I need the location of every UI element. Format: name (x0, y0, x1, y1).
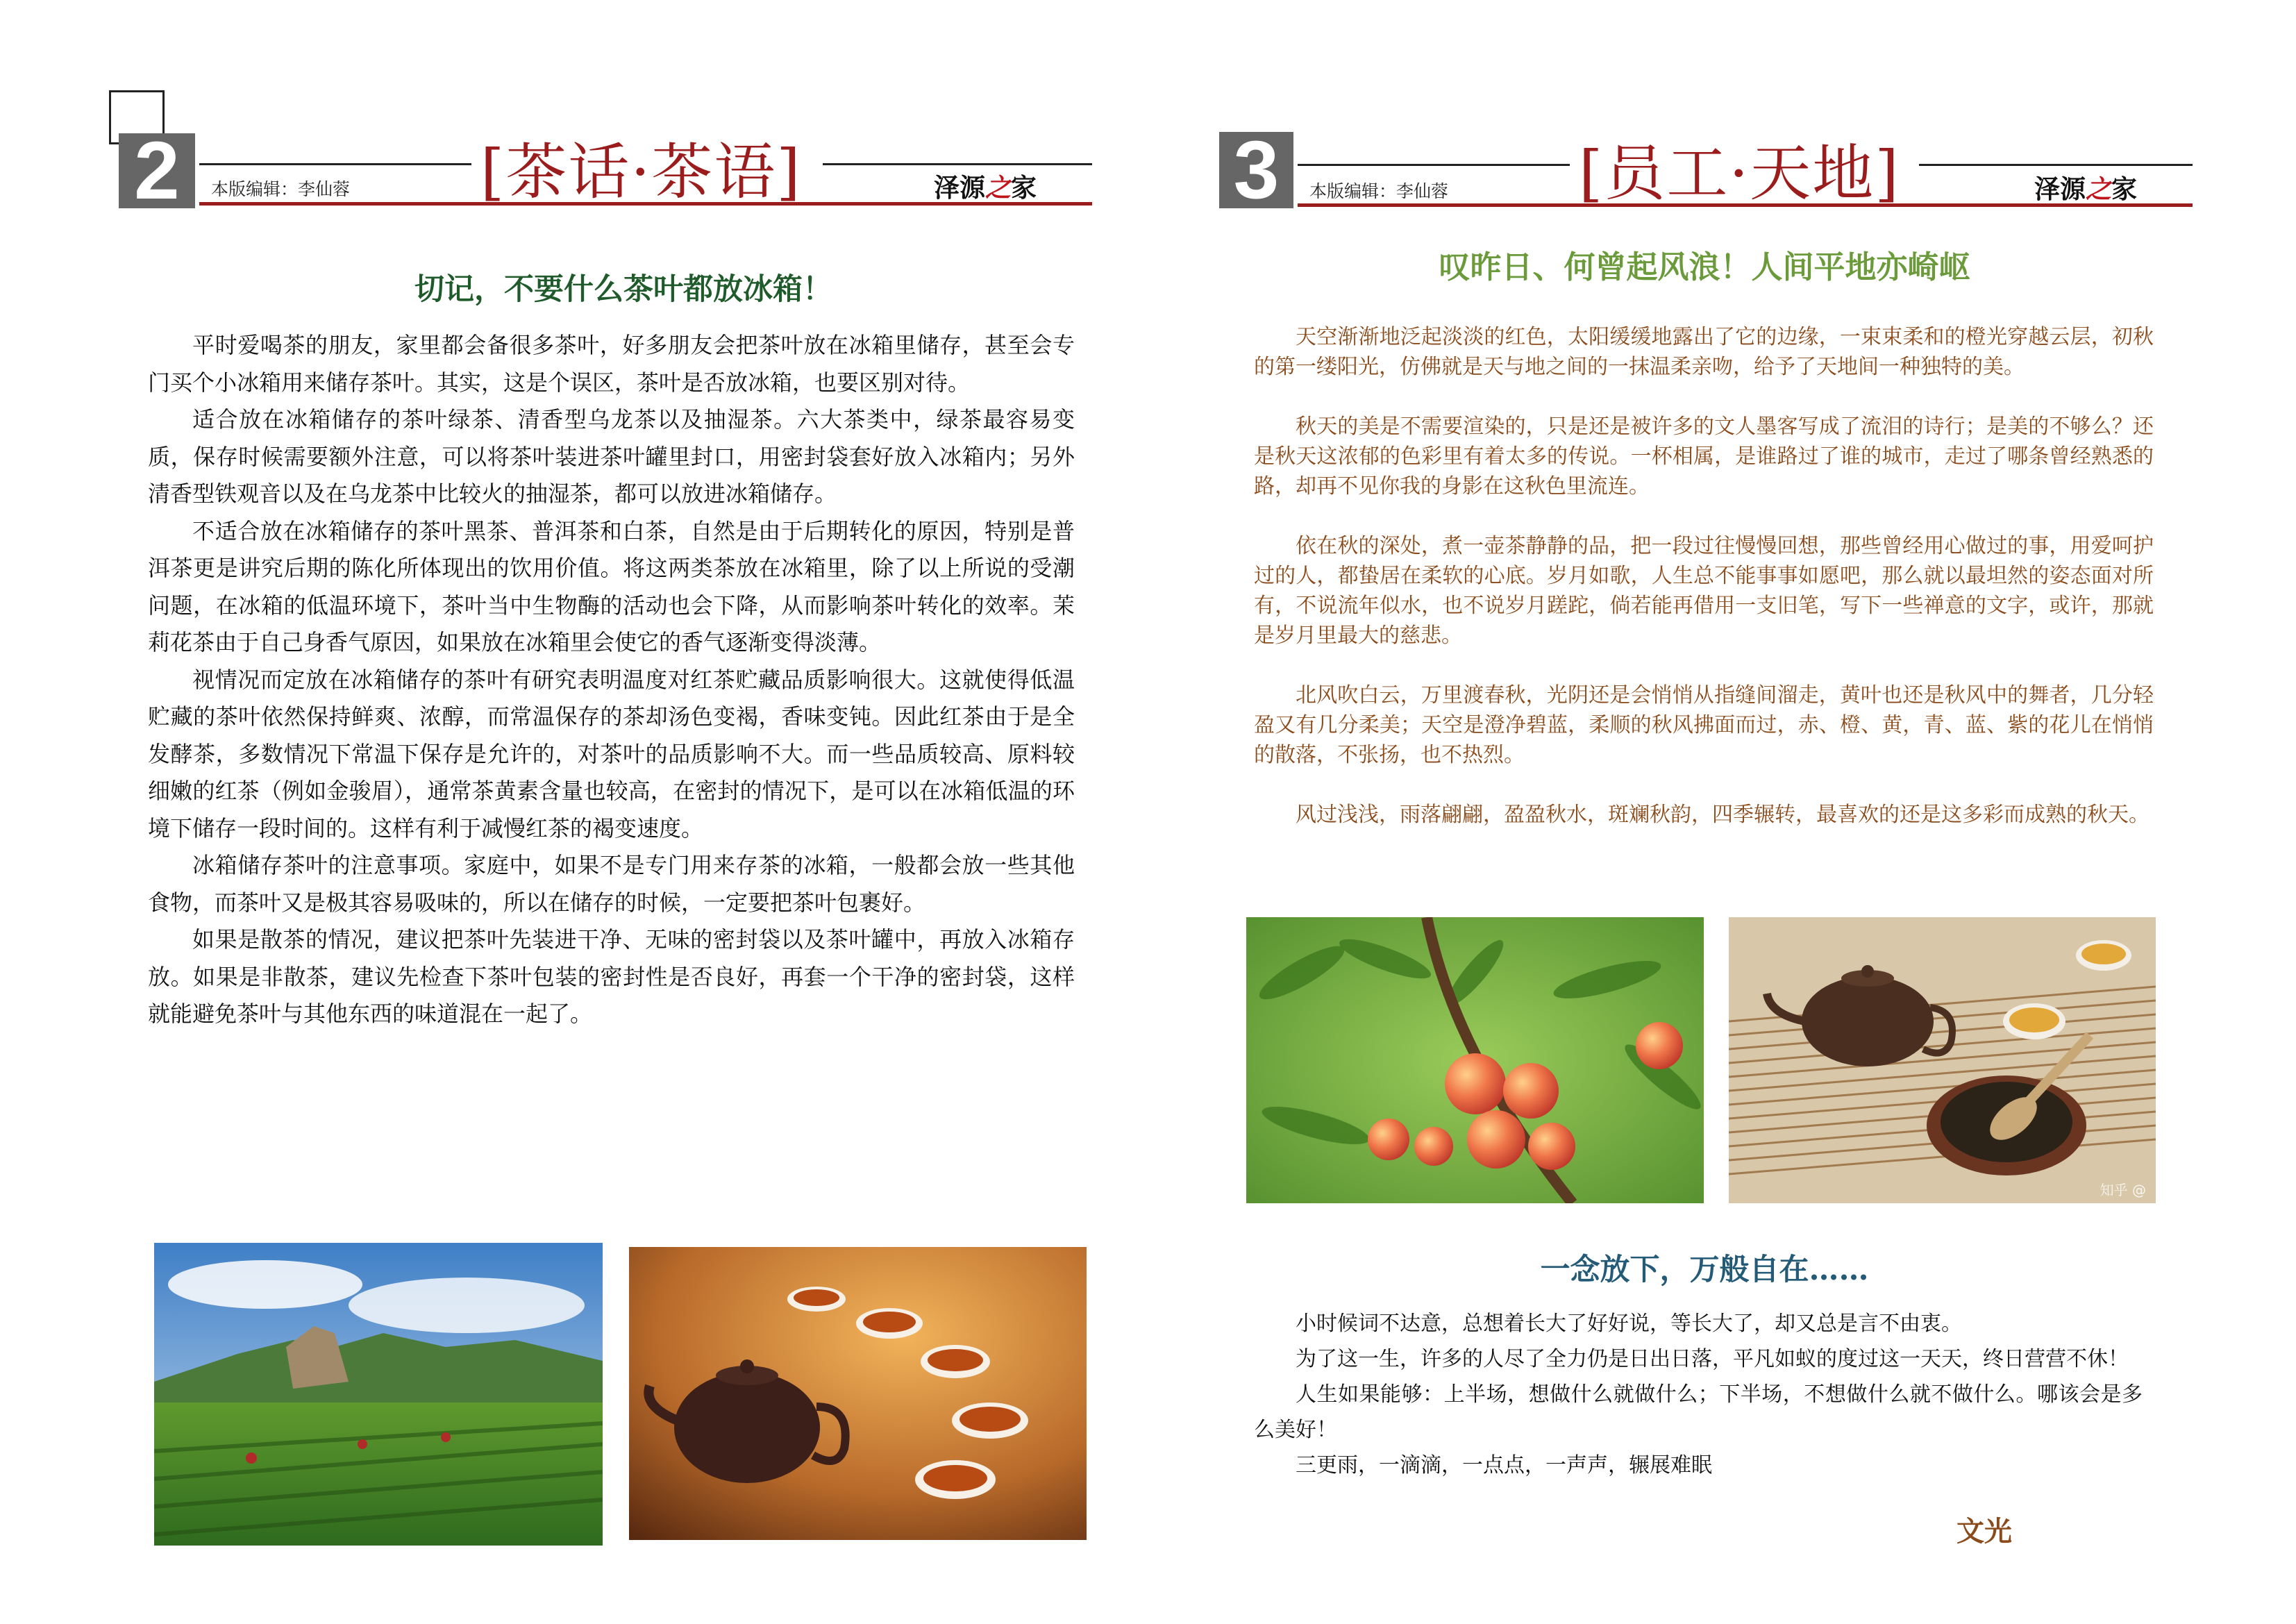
photo-watermark: 知乎 @ (2100, 1182, 2146, 1198)
paragraph: 视情况而定放在冰箱储存的茶叶有研究表明温度对红茶贮藏品质影响很大。这就使得低温贮藏的茶叶依然保持鲜爽、浓醇，而常温保存的茶却汤色变褐，香味变钝。因此红茶由于是全发酵茶，多数情况下常温下保存是允许的，对茶叶的品质影响不大。而一些品质较高、原料较细嫩的红茶（例如金骏眉），通常茶黄素含量也较高，在密封的情况下，是可以在冰箱低温的环境下储存一段时间的。这样有利于减慢红茶的褐变速度。 (148, 666, 1075, 842)
page-number: 3 (1219, 132, 1293, 208)
tea-plantation-photo (154, 1243, 603, 1546)
editor-credit: 本版编辑：李仙蓉 (211, 179, 351, 199)
paragraph: 秋天的美是不需要渲染的，只是还是被许多的文人墨客写成了流泪的诗行；是美的不够么？还是秋天这浓郁的色彩里有着太多的传说。一杯相属，是谁路过了谁的城市，走过了哪条曾经熟悉的路，却再不见你我的身影在这秋色里流连。 (1254, 415, 2154, 499)
header-rule-right (823, 163, 1092, 165)
paragraph: 风过浅浅，雨落翩翩，盈盈秋水，斑斓秋韵，四季辗转，最喜欢的还是这多彩而成熟的秋天。 (1296, 803, 2150, 827)
brand-logo (934, 167, 1037, 204)
paragraph: 小时候词不达意，总想着长大了好好说，等长大了，却又总是言不由衷。 (1296, 1312, 1962, 1336)
article-headline: 叹昨日、何曾起风浪！人间平地亦崎岖 (1439, 249, 1970, 285)
brand-accent: 之 (2086, 174, 2111, 204)
brand-logo (2034, 168, 2137, 206)
article-headline-2: 一念放下，万般自在…… (1540, 1253, 1869, 1287)
section-title: [茶话·茶语] (480, 136, 802, 208)
article-body (148, 327, 1075, 1033)
paragraph: 依在秋的深处，煮一壶茶静静的品，把一段过往慢慢回想，那些曾经用心做过的事，用爱呵护过的人，都蛰居在柔软的心底。岁月如歌，人生总不能事事如愿吧，那么就以最坦然的姿态面对所有，不说流年似水，也不说岁月蹉跎，倘若能再借用一支旧笔，写下一些禅意的文字，或许，那就是岁月里最大的慈悲。 (1254, 534, 2154, 648)
header-rule-left (1298, 164, 1570, 166)
teapot-mat-photo (1729, 917, 2156, 1203)
paragraph: 平时爱喝茶的朋友，家里都会备很多茶叶，好多朋友会把茶叶放在冰箱里储存，甚至会专门买个小冰箱用来储存茶叶。其实，这是个误区，茶叶是否放冰箱，也要区别对待。 (148, 332, 1075, 396)
brand-part1: 泽源 (934, 172, 985, 203)
paragraph: 天空渐渐地泛起淡淡的红色，太阳缓缓地露出了它的边缘，一束束柔和的橙光穿越云层，初秋的第一缕阳光，仿佛就是天与地之间的一抹温柔亲吻，给予了天地间一种独特的美。 (1254, 325, 2154, 379)
section-title: [员工·天地] (1579, 137, 1900, 209)
brand-part2: 家 (2111, 174, 2137, 204)
paragraph: 适合放在冰箱储存的茶叶绿茶、清香型乌龙茶以及抽湿茶。六大茶类中，绿茶最容易变质，保存时候需要额外注意，可以将茶叶装进茶叶罐里封口，用密封袋套好放入冰箱内；另外清香型铁观音以及在乌龙茶中比较火的抽湿茶，都可以放进冰箱储存。 (148, 406, 1075, 507)
brand-part2: 家 (1011, 172, 1037, 203)
header-rule-left (199, 163, 471, 165)
paragraph: 如果是散茶的情况，建议把茶叶先装进干净、无味的密封袋以及茶叶罐中，再放入冰箱存放。如果是非散茶，建议先检查下茶叶包装的密封性是否良好，再套一个干净的密封袋，这样就能避免茶叶与其他东西的味道混在一起了。 (148, 926, 1075, 1027)
paragraph: 三更雨，一滴滴，一点点，一声声，辗展难眠 (1296, 1453, 1712, 1477)
paragraph: 冰箱储存茶叶的注意事项。家庭中，如果不是专门用来存茶的冰箱，一般都会放一些其他食物，而茶叶又是极其容易吸味的，所以在储存的时候，一定要把茶叶包裹好。 (148, 852, 1075, 916)
header-rule-right (1919, 164, 2193, 166)
paragraph: 人生如果能够：上半场，想做什么就做什么；下半场，不想做什么就不做什么。哪该会是多么美好！ (1254, 1382, 2143, 1442)
article-headline: 切记，不要什么茶叶都放冰箱！ (414, 272, 832, 307)
editor-credit: 本版编辑：李仙蓉 (1309, 181, 1449, 201)
paragraph: 不适合放在冰箱储存的茶叶黑茶、普洱茶和白茶，自然是由于后期转化的原因，特别是普洱茶更是讲究后期的陈化所体现出的饮用价值。将这两类茶放在冰箱里，除了以上所说的受潮问题，在冰箱的低温环境下，茶叶当中生物酶的活动也会下降，从而影响茶叶转化的效率。茉莉花茶由于自己身香气原因，如果放在冰箱里会使它的香气逐渐变得淡薄。 (148, 517, 1075, 655)
teapot-cups-photo (629, 1247, 1087, 1540)
paragraph: 为了这一生，许多的人尽了全力仍是日出日落，平凡如蚁的度过这一天天，终日营营不休！ (1296, 1347, 2129, 1371)
author-signature: 文光 (1956, 1515, 2012, 1548)
article-body (1254, 322, 2154, 860)
article-body-2 (1254, 1306, 2143, 1483)
brand-accent: 之 (985, 172, 1011, 203)
brand-part1: 泽源 (2034, 174, 2086, 204)
peach-tree-photo (1246, 917, 1704, 1203)
page-number: 2 (119, 133, 195, 208)
paragraph: 北风吹白云，万里渡春秋，光阴还是会悄悄从指缝间溜走，黄叶也还是秋风中的舞者，几分轻盈又有几分柔美；天空是澄净碧蓝，柔顺的秋风拂面而过，赤、橙、黄，青、蓝、紫的花儿在悄悄的散落，不张扬，也不热烈。 (1254, 683, 2154, 767)
